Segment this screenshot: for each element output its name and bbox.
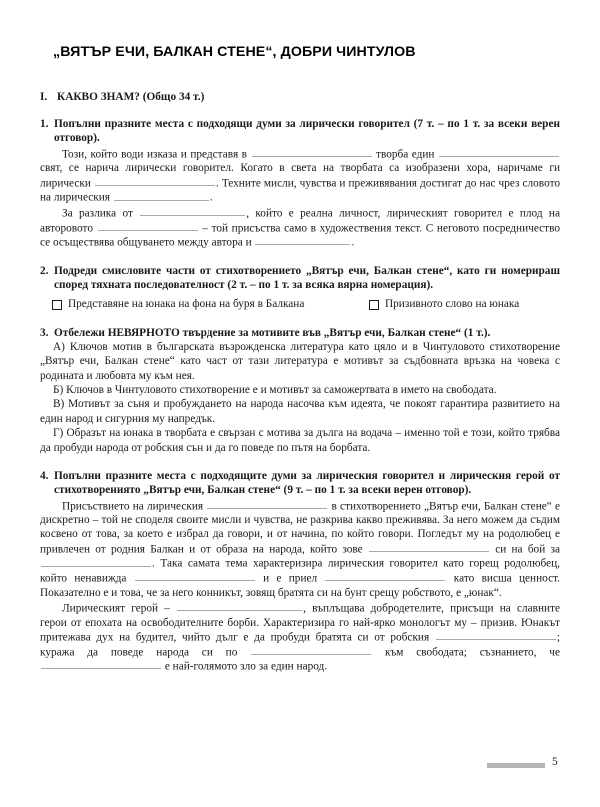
fill-in-blank[interactable] xyxy=(439,147,559,157)
question-heading xyxy=(40,264,560,293)
paragraph-text: като висша ценност. Показателно е и това, че за него конникът, зовящ братята си на бунт срещу робството, е „юнак“. xyxy=(40,572,561,599)
question-number: 2. xyxy=(40,264,49,277)
question-heading xyxy=(40,326,560,340)
section-heading xyxy=(40,91,560,103)
paragraph-text: . Така самата тема характеризира лирическия говорител като горещ родолюбец, който ненавижда xyxy=(40,557,560,585)
paragraph-text: е най-голямото зло за един народ. xyxy=(162,660,328,673)
paragraph-text: творба един xyxy=(372,147,438,160)
paragraph-text: За разлика от xyxy=(62,207,140,220)
question-heading xyxy=(40,469,560,498)
fill-in-blank[interactable] xyxy=(255,235,350,245)
paragraph-text: в стихотворението „Вятър ечи, Балкан стене“ е дискретно – той не споделя своите мисли и чувства, не разкрива какво преживява. За него можем да съдим косвено от това, за което е избрал да говори, и от начина, по който говори. Погледът му на родолюбец е привлечен от родния Балкан и от образа на народа, който зове xyxy=(40,499,560,556)
question-block xyxy=(40,469,560,674)
paragraph-text: Този, който води изказа и представя в xyxy=(62,147,251,160)
fill-in-blank[interactable] xyxy=(251,645,371,655)
paragraph-text: . xyxy=(351,236,355,249)
answer-option[interactable]: Б) Ключов в Чинтуловото стихотворение е и мотивът за саможертвата в името на свободата. xyxy=(53,384,497,397)
fill-in-blank[interactable] xyxy=(95,176,215,186)
checkbox-icon[interactable] xyxy=(369,300,379,310)
question-heading xyxy=(40,117,560,146)
question-block xyxy=(40,117,560,250)
question-prompt: Отбележи НЕВЯРНОТО твърдение за мотивите във „Вятър ечи, Балкан стене“ (1 т.). xyxy=(54,326,491,339)
question-number: 4. xyxy=(40,469,49,482)
answer-option[interactable]: В) Мотивът за съня и пробуждането на народа насочва към идеята, че покоят гарантира развитието на един народ и сигурния му напредък. xyxy=(40,398,560,425)
checkbox-icon[interactable] xyxy=(52,300,62,310)
questions-list xyxy=(40,117,560,674)
fill-in-blank[interactable] xyxy=(114,190,209,200)
fill-in-blank[interactable] xyxy=(41,556,151,566)
fill-in-blank[interactable] xyxy=(436,630,556,640)
paragraph-text: , който е реална личност, лирическият говорител е плод на авторовото xyxy=(40,207,560,234)
paragraph-text: ; куража да поведе народа си по xyxy=(40,631,560,658)
checkbox-option[interactable] xyxy=(369,297,519,311)
section-heading-text: КАКВО ЗНАМ? (Общо 34 т.) xyxy=(57,91,205,104)
checkbox-label: Представяне на юнака на фона на буря в Балкана xyxy=(68,298,305,311)
question-paragraph xyxy=(40,147,560,205)
fill-in-blank[interactable] xyxy=(369,542,489,552)
question-paragraph xyxy=(40,499,560,600)
checkbox-option[interactable] xyxy=(52,297,369,311)
footer-rule xyxy=(487,763,545,768)
paragraph-text: свят, се нарича лирически говорител. Когато в света на творбата са изобразени хора, наричаме ги лирически xyxy=(40,162,560,189)
page-number: 5 xyxy=(552,756,558,768)
section-numeral: I. xyxy=(40,91,48,104)
fill-in-blank[interactable] xyxy=(325,571,445,581)
fill-in-blank[interactable] xyxy=(252,147,372,157)
question-prompt: Попълни празните места с подходящи думи за лирически говорител (7 т. – по 1 т. за всеки верен отговор). xyxy=(54,118,560,145)
question-block xyxy=(40,264,560,312)
question-paragraph xyxy=(40,206,560,250)
question-prompt: Подреди смисловите части от стихотворението „Вятър ечи, Балкан стене“, като ги номерираш според тяхната последователност (2 т. – по 1 т. за всяка вярна номерация). xyxy=(54,264,560,292)
question-number: 1. xyxy=(40,118,49,131)
paragraph-text: , въплъщава добродетелите, присъщи на славните герои от епохата на освободителните борби. Характеризира го най-ярко монологът му – призив. Юнакът притежава дух на будител, чийто дълг е да пробуди братята си от робския xyxy=(40,602,560,644)
paragraph-text: към свободата; съзнанието, че xyxy=(372,645,560,658)
fill-in-blank[interactable] xyxy=(207,499,327,509)
fill-in-blank[interactable] xyxy=(140,206,245,216)
question-paragraph xyxy=(40,601,560,674)
paragraph-text: . xyxy=(209,191,213,204)
question-block xyxy=(40,326,560,455)
paragraph-text: и е приел xyxy=(255,572,325,585)
paragraph-text: си на бой за xyxy=(489,543,560,556)
paragraph-text: Лирическият герой – xyxy=(62,602,177,615)
question-prompt: Попълни празните места с подходящите думи за лирическия говорител и лирическия герой от стихотворениято „Вятър ечи, Балкан стене“ (9 т. – по 1 т. за всеки верен отговор). xyxy=(54,469,560,497)
fill-in-blank[interactable] xyxy=(41,659,161,669)
checkbox-label: Призивното слово на юнака xyxy=(385,298,520,311)
page-content xyxy=(40,44,560,674)
fill-in-blank[interactable] xyxy=(98,221,198,231)
question-number: 3. xyxy=(40,326,49,339)
page-title: „ВЯТЪР ЕЧИ, БАЛКАН СТЕНЕ“, ДОБРИ ЧИНТУЛОВ xyxy=(53,44,416,60)
page-footer xyxy=(0,758,600,778)
answer-option[interactable]: А) Ключов мотив в българската възрожденска литература като цяло и в Чинтуловото стихотворение „Вятър ечи, Балкан стене“ като част от тази литература е мотивът за съдбовната връзка на човека с родината и любовта му към нея. xyxy=(40,341,560,382)
checkbox-row xyxy=(40,297,560,311)
paragraph-text: – той присъства само в художествения текст. С неговото посредничество се осъществява общуването между автора и xyxy=(40,221,560,249)
fill-in-blank[interactable] xyxy=(177,601,302,611)
fill-in-blank[interactable] xyxy=(135,571,255,581)
paragraph-text: . Техните мисли, чувства и преживявания достигат до нас чрез словото на лирическия xyxy=(40,176,560,204)
paragraph-text: Присъствието на лирическия xyxy=(62,499,207,512)
answer-option[interactable]: Г) Образът на юнака в творбата е свързан с мотива за дълга на водача – именно той е този, който трябва да пробуди народа от робския сън и да го поведе по пътя на борбата. xyxy=(40,427,560,454)
